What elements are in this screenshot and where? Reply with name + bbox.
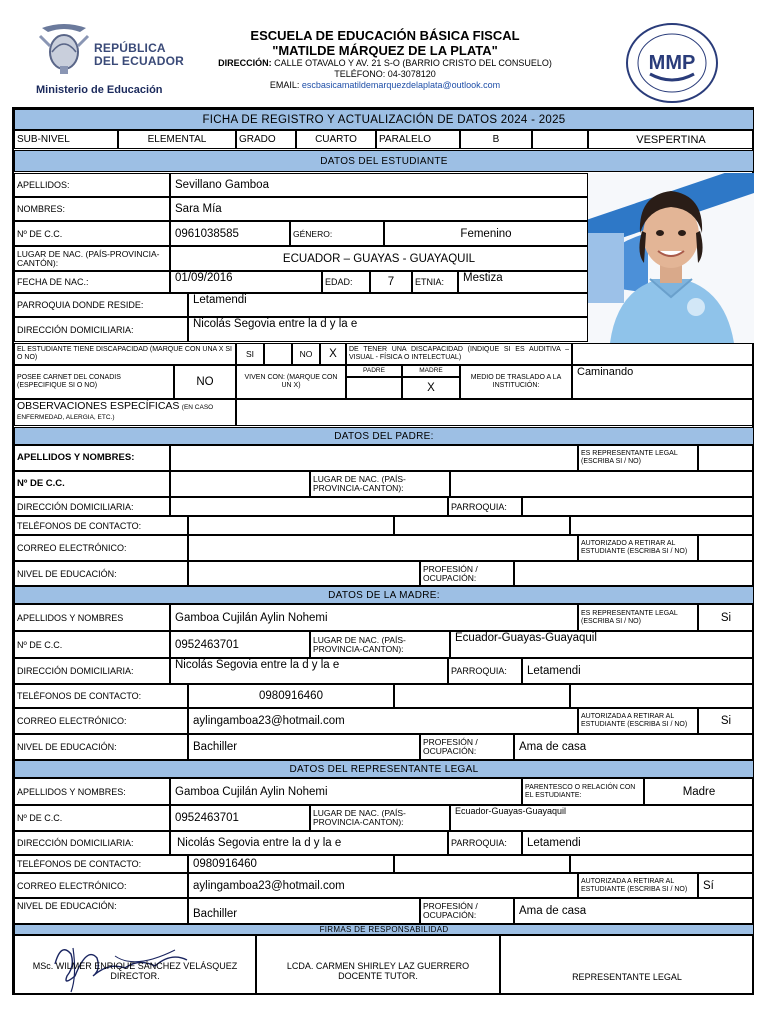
- observaciones-label: OBSERVACIONES ESPECÍFICAS (EN CASO ENFERMEDAD, ALERGIA, ETC.): [14, 399, 236, 426]
- legal-cc-value[interactable]: 0952463701: [170, 805, 310, 831]
- father-autorizado-label: AUTORIZADO A RETIRAR AL ESTUDIANTE (ESCRIBA SI / NO): [578, 535, 698, 561]
- legal-signature-box[interactable]: [500, 935, 754, 994]
- legal-parentesco-label: PARENTESCO O RELACIÓN CON EL ESTUDIANTE:: [522, 778, 644, 805]
- father-direccion-value[interactable]: [170, 497, 448, 516]
- legal-direccion-label: DIRECCIÓN DOMICILIARIA:: [14, 831, 170, 855]
- father-lugar-label: LUGAR DE NAC. (PAÍS-PROVINCIA-CANTON):: [310, 471, 450, 497]
- discapacidad-tipo-value[interactable]: [572, 343, 754, 365]
- legal-telefono-label: TELÉFONOS DE CONTACTO:: [14, 855, 188, 873]
- student-parroquia-label: PARROQUIA DONDE RESIDE:: [14, 293, 188, 317]
- student-direccion-label: DIRECCIÓN DOMICILIARIA:: [14, 317, 188, 342]
- mother-representante-value[interactable]: Si: [698, 604, 754, 631]
- director-signature-label: MSc. WILMER ENRIQUE SÁNCHEZ VELÁSQUEZ DIRECTOR.: [32, 961, 238, 981]
- student-lugar-value[interactable]: ECUADOR – GUAYAS - GUAYAQUIL: [170, 246, 588, 271]
- grado-value[interactable]: CUARTO: [296, 130, 376, 149]
- legal-parentesco-value[interactable]: Madre: [644, 778, 754, 805]
- school-name: ESCUELA DE EDUCACIÓN BÁSICA FISCAL: [250, 28, 520, 43]
- traslado-value[interactable]: Caminando: [572, 365, 754, 399]
- student-edad-label: EDAD:: [322, 271, 370, 293]
- student-photo: [588, 173, 754, 343]
- viven-madre-label: MADRE: [402, 365, 460, 377]
- father-autorizado-value[interactable]: [698, 535, 754, 561]
- legal-parroquia-value[interactable]: Letamendi: [522, 831, 754, 855]
- father-direccion-label: DIRECCIÓN DOMICILIARIA:: [14, 497, 170, 516]
- government-logo: [30, 20, 200, 100]
- legal-profesion-value[interactable]: Ama de casa: [514, 898, 754, 924]
- legal-nivel-label: NIVEL DE EDUCACIÓN:: [14, 898, 188, 924]
- student-etnia-label: ETNIA:: [412, 271, 458, 293]
- viven-padre-box[interactable]: [346, 377, 402, 399]
- jornada-value[interactable]: VESPERTINA: [588, 130, 754, 149]
- student-cc-value[interactable]: 0961038585: [170, 221, 290, 246]
- subnivel-label: SUB-NIVEL: [14, 130, 118, 149]
- mother-nivel-value[interactable]: Bachiller: [188, 734, 420, 760]
- father-profesion-label: PROFESIÓN / OCUPACIÓN:: [420, 561, 514, 586]
- student-cc-label: Nº DE C.C.: [14, 221, 170, 246]
- mother-telefono-value-2[interactable]: [394, 684, 570, 708]
- mother-nombres-label: APELLIDOS Y NOMBRES: [14, 604, 170, 631]
- mother-section-title: DATOS DE LA MADRE:: [14, 586, 754, 604]
- mother-direccion-value[interactable]: Nicolás Segovia entre la d y la e: [170, 658, 448, 684]
- student-fecha-value[interactable]: 01/09/2016: [170, 271, 322, 293]
- tutor-signature-label: LCDA. CARMEN SHIRLEY LAZ GUERRERO DOCENTE TUTOR.: [286, 961, 470, 981]
- school-phone: TELÉFONO: 04-3078120: [334, 69, 436, 79]
- viven-padre-label: PADRE: [346, 365, 402, 377]
- mother-lugar-value[interactable]: Ecuador-Guayas-Guayaquil: [450, 631, 754, 658]
- viven-madre-box[interactable]: X: [402, 377, 460, 399]
- mother-profesion-value[interactable]: Ama de casa: [514, 734, 754, 760]
- conadis-value[interactable]: NO: [174, 365, 236, 399]
- legal-cc-label: Nº DE C.C.: [14, 805, 170, 831]
- father-nombres-label: APELLIDOS Y NOMBRES:: [14, 445, 170, 471]
- father-representante-label: ES REPRESENTANTE LEGAL (ESCRIBA SI / NO): [578, 445, 698, 471]
- form-title: FICHA DE REGISTRO Y ACTUALIZACIÓN DE DATOS 2024 - 2025: [14, 109, 754, 130]
- school-quote: "MATILDE MÁRQUEZ DE LA PLATA": [272, 43, 498, 58]
- student-nombres-value[interactable]: Sara Mía: [170, 197, 588, 221]
- mother-representante-label: ES REPRESENTANTE LEGAL (ESCRIBA SI / NO): [578, 604, 698, 631]
- mother-cc-label: Nº DE C.C.: [14, 631, 170, 658]
- mother-lugar-label: LUGAR DE NAC. (PAÍS-PROVINCIA-CANTON):: [310, 631, 450, 658]
- mother-parroquia-label: PARROQUIA:: [448, 658, 522, 684]
- mother-telefono-value[interactable]: 0980916460: [188, 684, 394, 708]
- school-email: EMAIL: escbasicamatildemarquezdelaplata@outlook.com: [269, 80, 501, 90]
- legal-lugar-value[interactable]: Ecuador-Guayas-Guayaquil: [450, 805, 754, 831]
- student-lugar-label: LUGAR DE NAC. (PAÍS-PROVINCIA-CANTÓN):: [14, 246, 170, 271]
- student-etnia-value[interactable]: Mestiza: [458, 271, 588, 293]
- student-apellidos-label: APELLIDOS:: [14, 173, 170, 197]
- father-correo-label: CORREO ELECTRÓNICO:: [14, 535, 188, 561]
- discapacidad-si-box[interactable]: [264, 343, 292, 365]
- father-parroquia-value[interactable]: [522, 497, 754, 516]
- legal-nombres-label: APELLIDOS Y NOMBRES:: [14, 778, 170, 805]
- student-photo-image: [588, 173, 754, 343]
- mother-direccion-label: DIRECCIÓN DOMICILIARIA:: [14, 658, 170, 684]
- father-nombres-value[interactable]: [170, 445, 578, 471]
- legal-direccion-value[interactable]: Nicolás Segovia entre la d y la e: [170, 831, 448, 855]
- traslado-label: MEDIO DE TRASLADO A LA INSTITUCIÓN:: [460, 365, 572, 399]
- father-correo-value[interactable]: [188, 535, 578, 561]
- seal-text: MMP: [648, 52, 696, 74]
- father-cc-label: Nº DE C.C.: [14, 471, 170, 497]
- legal-nivel-value[interactable]: Bachiller: [188, 898, 420, 924]
- legal-telefono-value-2[interactable]: [394, 855, 570, 873]
- mother-parroquia-value[interactable]: Letamendi: [522, 658, 754, 684]
- father-nivel-label: NIVEL DE EDUCACIÓN:: [14, 561, 188, 586]
- father-telefono-value-3[interactable]: [570, 516, 754, 535]
- legal-signature-label: REPRESENTANTE LEGAL: [572, 972, 682, 982]
- mother-correo-value[interactable]: aylingamboa23@hotmail.com: [188, 708, 578, 734]
- paralelo-label: PARALELO: [376, 130, 460, 149]
- student-parroquia-value[interactable]: Letamendi: [188, 293, 588, 317]
- school-seal-icon: [624, 22, 720, 104]
- father-cc-value[interactable]: [170, 471, 310, 497]
- mother-autorizado-label: AUTORIZADA A RETIRAR AL ESTUDIANTE (ESCRIBA SI / NO): [578, 708, 698, 734]
- student-fecha-label: FECHA DE NAC.:: [14, 271, 170, 293]
- father-representante-value[interactable]: [698, 445, 754, 471]
- student-section-title: DATOS DEL ESTUDIANTE: [14, 150, 754, 172]
- student-discapacidad-label: EL ESTUDIANTE TIENE DISCAPACIDAD (MARQUE CON UNA X SI O NO): [14, 343, 236, 365]
- signatures-section-title: FIRMAS DE RESPONSABILIDAD: [14, 924, 754, 935]
- viven-con-label: VIVEN CON: (MARQUE CON UN X): [236, 365, 346, 399]
- father-section-title: DATOS DEL PADRE:: [14, 427, 754, 445]
- legal-nombres-value[interactable]: Gamboa Cujilán Aylin Nohemi: [170, 778, 522, 805]
- father-lugar-value[interactable]: [450, 471, 754, 497]
- conadis-label: POSEE CARNET DEL CONADIS (ESPECIFIQUE SI O NO): [14, 365, 174, 399]
- legal-telefono-value[interactable]: 0980916460: [188, 855, 394, 873]
- paralelo-value[interactable]: B: [460, 130, 532, 149]
- legal-autorizado-label: AUTORIZADA A RETIRAR AL ESTUDIANTE (ESCRIBA SI / NO): [578, 873, 698, 898]
- mother-cc-value[interactable]: 0952463701: [170, 631, 310, 658]
- legal-lugar-label: LUGAR DE NAC. (PAÍS-PROVINCIA-CANTON):: [310, 805, 450, 831]
- father-parroquia-label: PARROQUIA:: [448, 497, 522, 516]
- student-genero-value[interactable]: Femenino: [384, 221, 588, 246]
- mother-correo-label: CORREO ELECTRÓNICO:: [14, 708, 188, 734]
- legal-profesion-label: PROFESIÓN / OCUPACIÓN:: [420, 898, 514, 924]
- mother-profesion-label: PROFESIÓN / OCUPACIÓN:: [420, 734, 514, 760]
- mother-nivel-label: NIVEL DE EDUCACIÓN:: [14, 734, 188, 760]
- father-nivel-value[interactable]: [188, 561, 420, 586]
- legal-autorizado-value[interactable]: Sí: [698, 873, 754, 898]
- discapacidad-tipo-label: DE TENER UNA DISCAPACIDAD (INDIQUE SI ES AUDITIVA – VISUAL - FÍSICA O INTELECTUAL): [346, 343, 572, 365]
- legal-section-title: DATOS DEL REPRESENTANTE LEGAL: [14, 760, 754, 778]
- government-name: REPÚBLICA DEL ECUADOR: [94, 41, 184, 68]
- father-profesion-value[interactable]: [514, 561, 754, 586]
- father-telefono-label: TELÉFONOS DE CONTACTO:: [14, 516, 188, 535]
- school-info: [190, 28, 580, 91]
- jornada-spacer: [532, 130, 588, 149]
- school-address: DIRECCIÓN: CALLE OTAVALO Y AV. 21 S-O (BARRIO CRISTO DEL CONSUELO): [218, 58, 552, 68]
- father-telefono-value-1[interactable]: [188, 516, 394, 535]
- observaciones-value[interactable]: [236, 399, 754, 426]
- mother-telefono-value-3[interactable]: [570, 684, 754, 708]
- coat-of-arms-icon: [36, 22, 92, 76]
- discapacidad-no-label: NO: [292, 343, 320, 365]
- student-genero-label: GÉNERO:: [290, 221, 384, 246]
- subnivel-value[interactable]: ELEMENTAL: [118, 130, 236, 149]
- mother-nombres-value[interactable]: Gamboa Cujilán Aylin Nohemi: [170, 604, 578, 631]
- student-edad-value[interactable]: 7: [370, 271, 412, 293]
- legal-telefono-value-3[interactable]: [570, 855, 754, 873]
- father-telefono-value-2[interactable]: [394, 516, 570, 535]
- discapacidad-no-box[interactable]: X: [320, 343, 346, 365]
- student-apellidos-value[interactable]: Sevillano Gamboa: [170, 173, 588, 197]
- ministry-name: Ministerio de Educación: [36, 84, 163, 96]
- legal-parroquia-label: PARROQUIA:: [448, 831, 522, 855]
- legal-correo-value[interactable]: aylingamboa23@hotmail.com: [188, 873, 578, 898]
- student-nombres-label: NOMBRES:: [14, 197, 170, 221]
- grado-label: GRADO: [236, 130, 296, 149]
- legal-correo-label: CORREO ELECTRÓNICO:: [14, 873, 188, 898]
- mother-autorizado-value[interactable]: Si: [698, 708, 754, 734]
- discapacidad-si-label: SI: [236, 343, 264, 365]
- mother-telefono-label: TELÉFONOS DE CONTACTO:: [14, 684, 188, 708]
- document-header: [0, 0, 768, 106]
- student-direccion-value[interactable]: Nicolás Segovia entre la d y la e: [188, 317, 588, 342]
